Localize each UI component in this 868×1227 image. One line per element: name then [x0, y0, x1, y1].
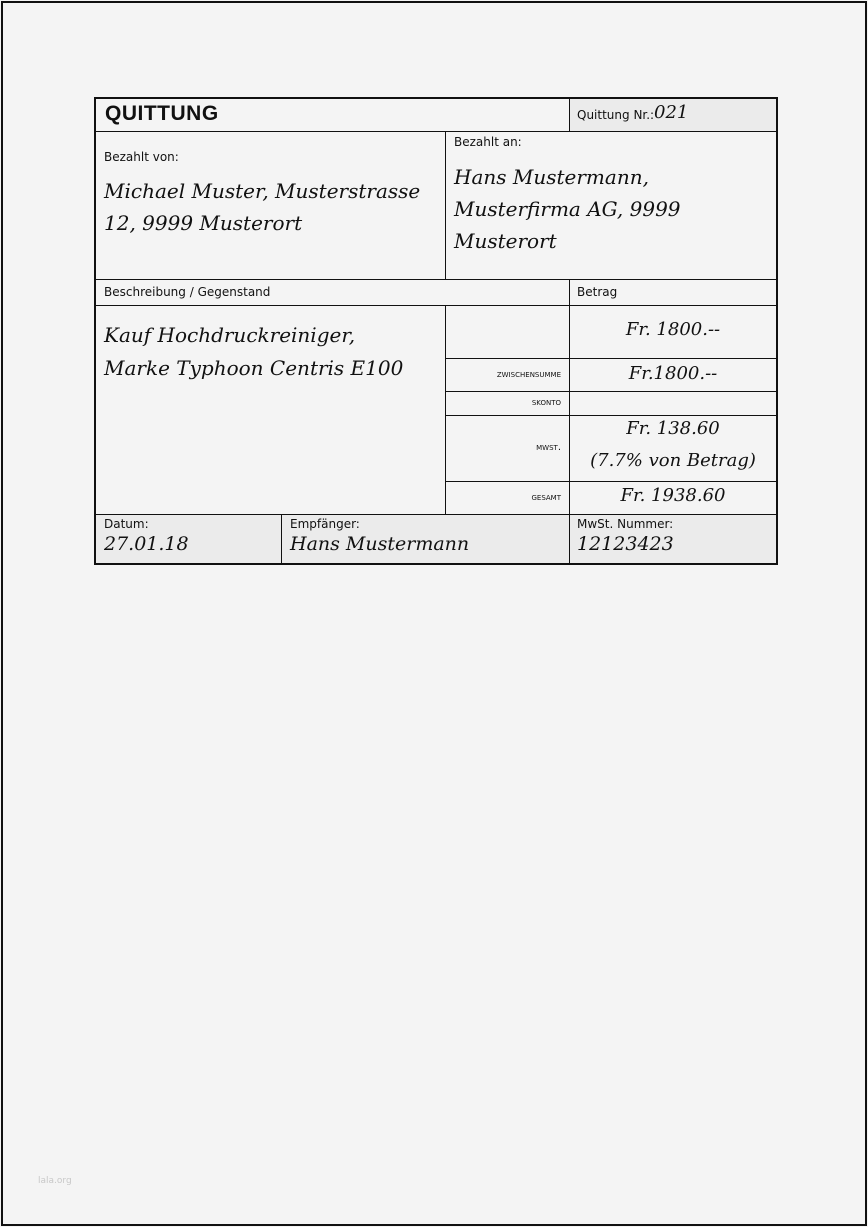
vat-label: mwst. — [536, 442, 561, 453]
amount-value-cell — [569, 305, 776, 358]
paid-to-line2: Musterfirma AG, 9999 — [454, 197, 681, 221]
recipient-value: Hans Mustermann — [290, 533, 470, 555]
description-header-cell — [96, 279, 569, 305]
date-cell — [96, 514, 281, 563]
subtotal-label-cell — [445, 358, 569, 391]
date-value: 27.01.18 — [104, 533, 189, 555]
discount-label-cell — [445, 391, 569, 415]
paid-to-line1: Hans Mustermann, — [454, 165, 649, 189]
document-page — [1, 1, 867, 1226]
amount-header-cell — [569, 279, 776, 305]
subtotal-value: Fr.1800.-- — [628, 363, 718, 384]
description-line2: Marke Typhoon Centris E100 — [104, 356, 404, 380]
paid-to-label: Bezahlt an: — [454, 135, 522, 149]
vat-label-cell — [445, 415, 569, 481]
recipient-label: Empfänger: — [290, 517, 360, 531]
receipt-title-cell — [96, 99, 569, 131]
paid-by-cell — [96, 131, 445, 279]
date-label: Datum: — [104, 517, 149, 531]
total-label: gesamt — [531, 492, 561, 503]
paid-to-line3: Musterort — [454, 229, 557, 253]
discount-value-cell — [569, 391, 776, 415]
amount-blank-cell — [445, 305, 569, 358]
paid-by-label: Bezahlt von: — [104, 150, 179, 164]
subtotal-label: zwischensumme — [496, 369, 561, 380]
footer-watermark: lala.org — [38, 1176, 72, 1186]
paid-by-line1: Michael Muster, Musterstrasse — [104, 179, 421, 203]
receipt-number-cell — [569, 99, 776, 131]
receipt-form — [94, 97, 778, 565]
paid-to-cell — [445, 131, 776, 279]
discount-label: skonto — [531, 397, 561, 408]
vat-number-value: 12123423 — [577, 533, 674, 555]
vat-value-cell — [569, 415, 776, 481]
recipient-cell — [281, 514, 569, 563]
total-label-cell — [445, 481, 569, 514]
receipt-title: QUITTUNG — [105, 102, 219, 125]
total-value-cell — [569, 481, 776, 514]
description-line1: Kauf Hochdruckreiniger, — [104, 323, 356, 347]
vat-number-label: MwSt. Nummer: — [577, 517, 674, 531]
amount-label: Betrag — [577, 285, 618, 299]
paid-by-line2: 12, 9999 Musterort — [104, 211, 303, 235]
vat-number-cell — [569, 514, 776, 563]
receipt-number-label: Quittung Nr.: — [577, 108, 655, 122]
description-label: Beschreibung / Gegenstand — [104, 285, 271, 299]
total-value: Fr. 1938.60 — [620, 485, 726, 506]
vat-value-line1: Fr. 138.60 — [626, 418, 720, 439]
vat-value-line2: (7.7% von Betrag) — [590, 450, 756, 471]
subtotal-value-cell — [569, 358, 776, 391]
receipt-number-value: 021 — [654, 102, 689, 123]
amount-value: Fr. 1800.-- — [625, 319, 721, 340]
description-cell — [96, 305, 445, 514]
